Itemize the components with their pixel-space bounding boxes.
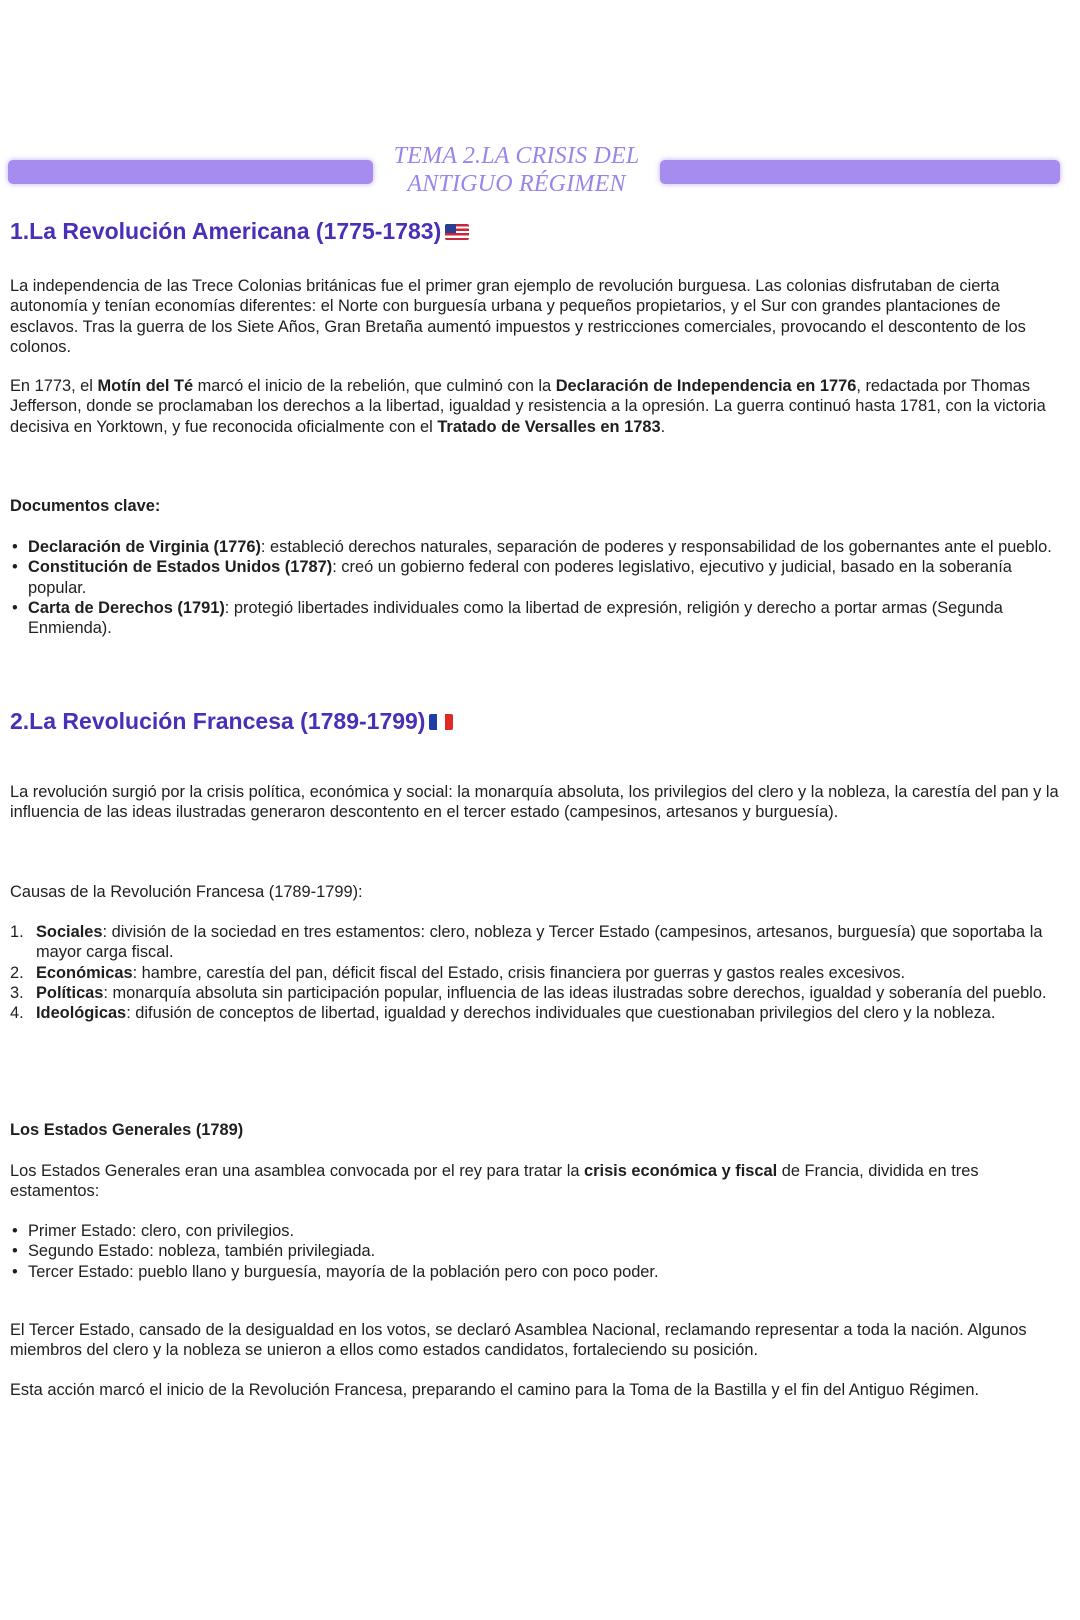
list-item [10, 983, 1060, 1003]
france-flag-icon [429, 714, 453, 730]
bold-run: Motín del Té [97, 377, 194, 395]
text-run: marcó el inicio de la rebelión, que culminó con la [193, 377, 556, 395]
list-number: 4. [10, 1004, 24, 1023]
text-run: : estableció derechos naturales, separación de poderes y responsabilidad de los gobernantes ante el pueblo. [260, 538, 1052, 556]
text-run: En 1773, el [10, 377, 98, 395]
bold-run: Constitución de Estados Unidos (1787) [28, 558, 333, 577]
page-title-line2: ANTIGUO RÉGIMEN [407, 171, 626, 197]
bold-run: crisis económica y fiscal [584, 1162, 778, 1180]
section-1-heading [10, 218, 469, 245]
text-run: : hambre, carestía del pan, déficit fiscal del Estado, crisis financiera por guerras y gastos reales excesivos. [132, 963, 906, 982]
bold-run: Ideológicas [36, 1004, 127, 1023]
section-1-heading-text: 1.La Revolución Americana (1775-1783) [10, 218, 442, 244]
text-run: . [660, 417, 666, 436]
bold-run: Carta de Derechos (1791) [28, 598, 225, 617]
text-run: : protegió libertades individuales como la libertad de expresión, religión y derecho a portar armas (Segunda Enmienda). [28, 598, 1003, 638]
text-run: Los Estados Generales eran una asamblea convocada por el rey para tratar la [10, 1162, 585, 1180]
list-number: 1. [10, 923, 24, 941]
list-item: • Tercer Estado: pueblo llano y burguesía, mayoría de la población pero con poco poder. [10, 1262, 1060, 1282]
list-item [10, 922, 1060, 963]
text-run: : creó un gobierno federal con poderes legislativo, ejecutivo y judicial, basado en la soberanía popular. [28, 558, 1012, 597]
list-item: • Primer Estado: clero, con privilegios. [10, 1221, 1060, 1241]
text-run: , redactada por Thomas Jefferson, donde se proclamaban los derechos a la libertad, igualdad y resistencia a la opresión. La guerra continuó hasta 1781, con la victoria decisiva en Yorktown, y fue reconocida oficialmente con el [10, 377, 1046, 436]
documents-heading [10, 496, 1060, 516]
page-title [373, 142, 660, 198]
section-2-heading-text: 2.La Revolución Francesa (1789-1799) [10, 708, 426, 734]
page-title-line1: TEMA 2.LA CRISIS DEL [393, 143, 640, 169]
list-item: • Segundo Estado: nobleza, también privilegiada. [10, 1241, 1060, 1261]
estados-generales-paragraph [10, 1161, 1060, 1202]
bold-run: Declaración de Virginia (1776) [28, 538, 261, 556]
tercer-estado-paragraph: El Tercer Estado, cansado de la desigualdad en los votos, se declaró Asamblea Nacional, reclamando representar a toda la nación. Algunos miembros del clero y la nobleza se unieron a ellos como estados candidatos, fortaleciendo su posición. [10, 1321, 1027, 1360]
section-2-paragraph-1: La revolución surgió por la crisis política, económica y social: la monarquía absoluta, los privilegios del clero y la nobleza, la carestía del pan y la influencia de las ideas ilustradas generaron descontento en el tercer estado (campesinos, artesanos y burguesía). [10, 783, 1059, 822]
documents-list [10, 537, 1060, 638]
causes-heading: Causas de la Revolución Francesa (1789-1799): [10, 883, 363, 901]
causes-list [10, 922, 1060, 1023]
title-banner [8, 142, 1060, 200]
text-run: : división de la sociedad en tres estamentos: clero, nobleza y Tercer Estado (campesinos, artesanos, burguesía) que soportaba la mayor carga fiscal. [36, 923, 1043, 962]
bold-run: Declaración de Independencia en 1776 [555, 377, 857, 395]
bold-run: Políticas [36, 983, 104, 1002]
list-item [10, 598, 1060, 639]
list-number: 3. [10, 983, 24, 1002]
list-item [10, 537, 1060, 557]
text-run: de Francia, dividida en tres estamentos: [10, 1162, 979, 1201]
bold-run: Económicas [36, 963, 133, 982]
text-run: : monarquía absoluta sin participación popular, influencia de las ideas ilustradas sobre derechos, igualdad y soberanía del pueblo. [103, 983, 1047, 1002]
final-paragraph: Esta acción marcó el inicio de la Revolución Francesa, preparando el camino para la Toma de la Bastilla y el fin del Antiguo Régimen. [10, 1381, 980, 1399]
list-number: 2. [10, 963, 24, 982]
section-1-paragraph-2 [10, 376, 1060, 437]
section-1-paragraph-1: La independencia de las Trece Colonias británicas fue el primer gran ejemplo de revolución burguesa. Las colonias disfrutaban de cierta autonomía y tenían economías diferentes: el Norte con burguesía urbana y pequeños propietarios, y el Sur con grandes plantaciones de esclavos. Tras la guerra de los Siete Años, Gran Bretaña aumentó impuestos y restricciones comerciales, provocando el descontento de los colonos. [10, 277, 1026, 356]
bold-run: Sociales [36, 923, 103, 941]
list-item [10, 557, 1060, 598]
bold-run: Tratado de Versalles en 1783 [437, 417, 661, 436]
list-item [10, 1003, 1060, 1023]
list-item [10, 963, 1060, 983]
section-2-heading [10, 708, 453, 735]
text-run: : difusión de conceptos de libertad, igualdad y derechos individuales que cuestionaban privilegios del clero y la nobleza. [126, 1004, 996, 1023]
estates-list [10, 1221, 1060, 1282]
title-bar-right [660, 160, 1060, 184]
estados-generales-heading [10, 1120, 1060, 1140]
title-bar-left [8, 160, 373, 184]
estados-generales-heading-text: Los Estados Generales (1789) [10, 1121, 244, 1139]
us-flag-icon [445, 224, 469, 240]
documents-heading-text: Documentos clave: [10, 497, 161, 515]
